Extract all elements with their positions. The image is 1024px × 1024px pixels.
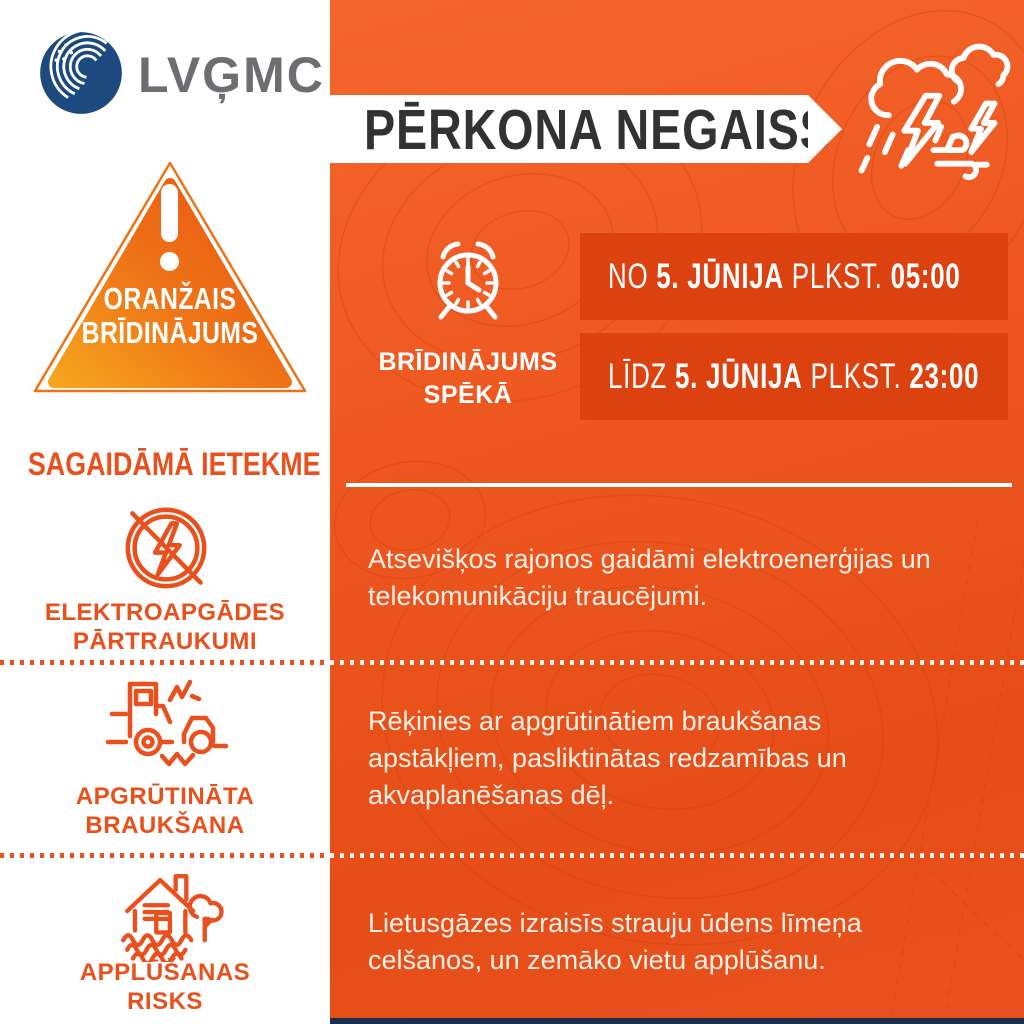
power-outage-icon [116,498,216,598]
impact-label-line: ELEKTROAPGĀDES [44,599,286,626]
page-title: PĒRKONA NEGAISS [364,98,832,162]
impact-description-power [368,541,931,615]
bottom-navy-strip [330,1018,1024,1024]
separator-dotted-2-right [330,853,1024,858]
impact-label-line: BRAUKŠANA [85,812,245,839]
from-date: 5. JŪNIJA [656,256,784,296]
separator-solid-line [346,483,1012,487]
impact-heading-text: SAGAIDĀMĀ IETEKME [27,446,321,482]
validity-label-line2: SPĒKĀ [423,381,513,409]
badge-level-text [30,282,310,350]
desc-line: Rēķinies ar apgrūtinātiem braukšanas [368,706,822,736]
separator-dotted-2-left [0,853,330,858]
lvgmc-logo [38,30,325,116]
until-prefix: LĪDZ [608,356,668,396]
separator-dotted-1-right [330,660,1024,665]
impact-label-line: APPLŪŠANAS [79,959,251,986]
exclamation-dot [160,252,179,271]
impact-label-line: APGRŪTINĀTA [75,783,255,810]
logo-text: LVĢMC [138,47,325,103]
impact-label-line: PĀRTRAUKUMI [72,628,258,655]
desc-line: celšanos, un zemāko vietu applūšanu. [368,945,826,975]
exclamation-icon [161,184,178,242]
title-banner [330,95,832,163]
badge-level-line1: ORANŽAIS [103,281,237,316]
badge-level-line2: BRĪDINĀJUMS [81,315,259,350]
impact-label-line: RISKS [127,988,203,1015]
desc-line: telekomunikāciju traucējumi. [368,581,708,611]
impact-label-driving [0,782,330,840]
alarm-clock-icon [418,228,518,328]
separator-dotted-1 [0,660,1024,665]
impact-description-driving [368,703,847,814]
impact-label-power [0,598,330,656]
from-plkst-label: PLKST. [791,256,883,296]
from-time: 05:00 [890,256,961,296]
until-time: 23:00 [909,356,980,396]
validity-label [353,346,583,412]
desc-line: Lietusgāzes izraisīs strauju ūdens līmeņa [368,908,862,938]
until-date: 5. JŪNIJA [675,356,803,396]
warning-triangle-badge [30,158,310,396]
impact-label-flood [0,958,330,1016]
impact-heading [0,446,330,483]
until-plkst-label: PLKST. [810,356,902,396]
lvgmc-globe-icon [38,30,124,116]
house-flood-icon [102,864,228,962]
storm-cloud-lightning-wind-icon [848,22,1013,187]
separator-dotted-2 [0,853,1024,858]
vehicle-collision-icon [100,672,230,772]
validity-from-box [580,233,1008,320]
impact-description-flood [368,905,862,979]
validity-until-box [580,333,1008,420]
validity-from-text [608,257,961,297]
from-prefix: NO [608,256,649,296]
validity-label-line1: BRĪDINĀJUMS [378,348,558,376]
desc-line: akvaplanēšanas dēļ. [368,780,615,810]
desc-line: Atsevišķos rajonos gaidāmi elektroenerģijas un [368,544,931,574]
validity-until-text [608,357,979,397]
separator-dotted-1-left [0,660,330,665]
desc-line: apstākļiem, pasliktinātas redzamības un [368,743,847,773]
